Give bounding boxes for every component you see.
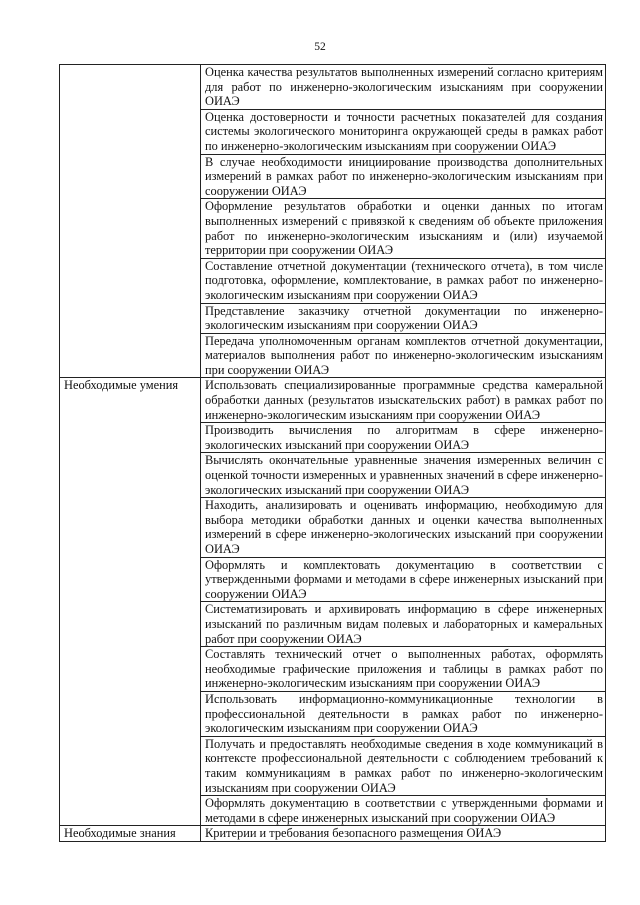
skill-text: Использовать специализированные программные средства камеральной обработки данных (результатов изыскательских работ) в рамках работ по инженерно-экологическим изысканиям при сооружении ОИАЭ: [201, 378, 606, 423]
labor-action-text: Передача уполномоченным органам комплектов отчетной документации, материалов выполнения работ по инженерно-экологическим изысканиям при сооружении ОИАЭ: [201, 333, 606, 378]
skill-label-cell: Необходимые умения: [60, 378, 201, 826]
requirements-table: [59, 64, 606, 842]
knowledge-label-cell: Необходимые знания: [60, 826, 201, 842]
skill-text: Систематизировать и архивировать информацию в сфере инженерных изысканий по различным видам полевых и лабораторных и камеральных работ при сооружении ОИАЭ: [201, 602, 606, 647]
skill-text: Использовать информационно-коммуникационные технологии в профессиональной деятельности в рамках работ по инженерно-экологическим изысканиям при сооружении ОИАЭ: [201, 691, 606, 736]
skill-text: Производить вычисления по алгоритмам в сфере инженерно-экологических изысканий при сооружении ОИАЭ: [201, 423, 606, 453]
skill-text: Составлять технический отчет о выполненных работах, оформлять необходимые графические приложения и таблицы в рамках работ по инженерно-экологическим изысканиям при сооружении ОИАЭ: [201, 647, 606, 692]
page-number: 52: [314, 41, 326, 53]
skill-row: [60, 378, 606, 423]
labor-action-text: Оформление результатов обработки и оценки данных по итогам выполненных измерений с привязкой к сведениям об объекте приложения работ по инженерно-экологическим изысканиям и (или) изучаемой территории при сооружении ОИАЭ: [201, 199, 606, 258]
labor-action-row: [60, 65, 606, 110]
labor-action-text: Оценка достоверности и точности расчетных показателей для создания системы экологического мониторинга окружающей среды в рамках работ по инженерно-экологическим изысканиям при сооружении ОИАЭ: [201, 109, 606, 154]
skill-text: Вычислять окончательные уравненные значения измеренных величин с оценкой точности измеренных и уравненных значений в сфере инженерно-экологических изысканий при сооружении ОИАЭ: [201, 453, 606, 498]
knowledge-row: [60, 826, 606, 842]
skill-text: Оформлять документацию в соответствии с утвержденными формами и методами в сфере инженерных изысканий при сооружении ОИАЭ: [201, 796, 606, 826]
labor-action-text: Представление заказчику отчетной документации по инженерно-экологическим изысканиям при сооружении ОИАЭ: [201, 303, 606, 333]
labor-action-text: Составление отчетной документации (технического отчета), в том числе подготовка, оформление, комплектование, в рамках работ по инженерно-экологическим изысканиям при сооружении ОИАЭ: [201, 258, 606, 303]
skill-text: Находить, анализировать и оценивать информацию, необходимую для выбора методики обработки данных и оценки качества выполненных измерений в сфере инженерно-экологических изысканий при сооружении ОИАЭ: [201, 498, 606, 557]
labor-action-text: Оценка качества результатов выполненных измерений согласно критериям для работ по инженерно-экологическим изысканиям при сооружении ОИАЭ: [201, 65, 606, 110]
knowledge-text: Критерии и требования безопасного размещения ОИАЭ: [201, 826, 606, 842]
skill-text: Получать и предоставлять необходимые сведения в ходе коммуникаций в контексте профессиональной деятельности с соблюдением требований к таким коммуникациям в рамках работ по инженерно-экологическим изысканиям при сооружении ОИАЭ: [201, 736, 606, 795]
requirements-table-body: [60, 65, 606, 842]
labor-action-text: В случае необходимости инициирование производства дополнительных измерений в рамках работ по инженерно-экологическим изысканиям при сооружении ОИАЭ: [201, 154, 606, 199]
labor-action-label-cell: [60, 65, 201, 378]
skill-text: Оформлять и комплектовать документацию в соответствии с утвержденными формами и методами в сфере инженерных изысканий при сооружении ОИАЭ: [201, 557, 606, 602]
